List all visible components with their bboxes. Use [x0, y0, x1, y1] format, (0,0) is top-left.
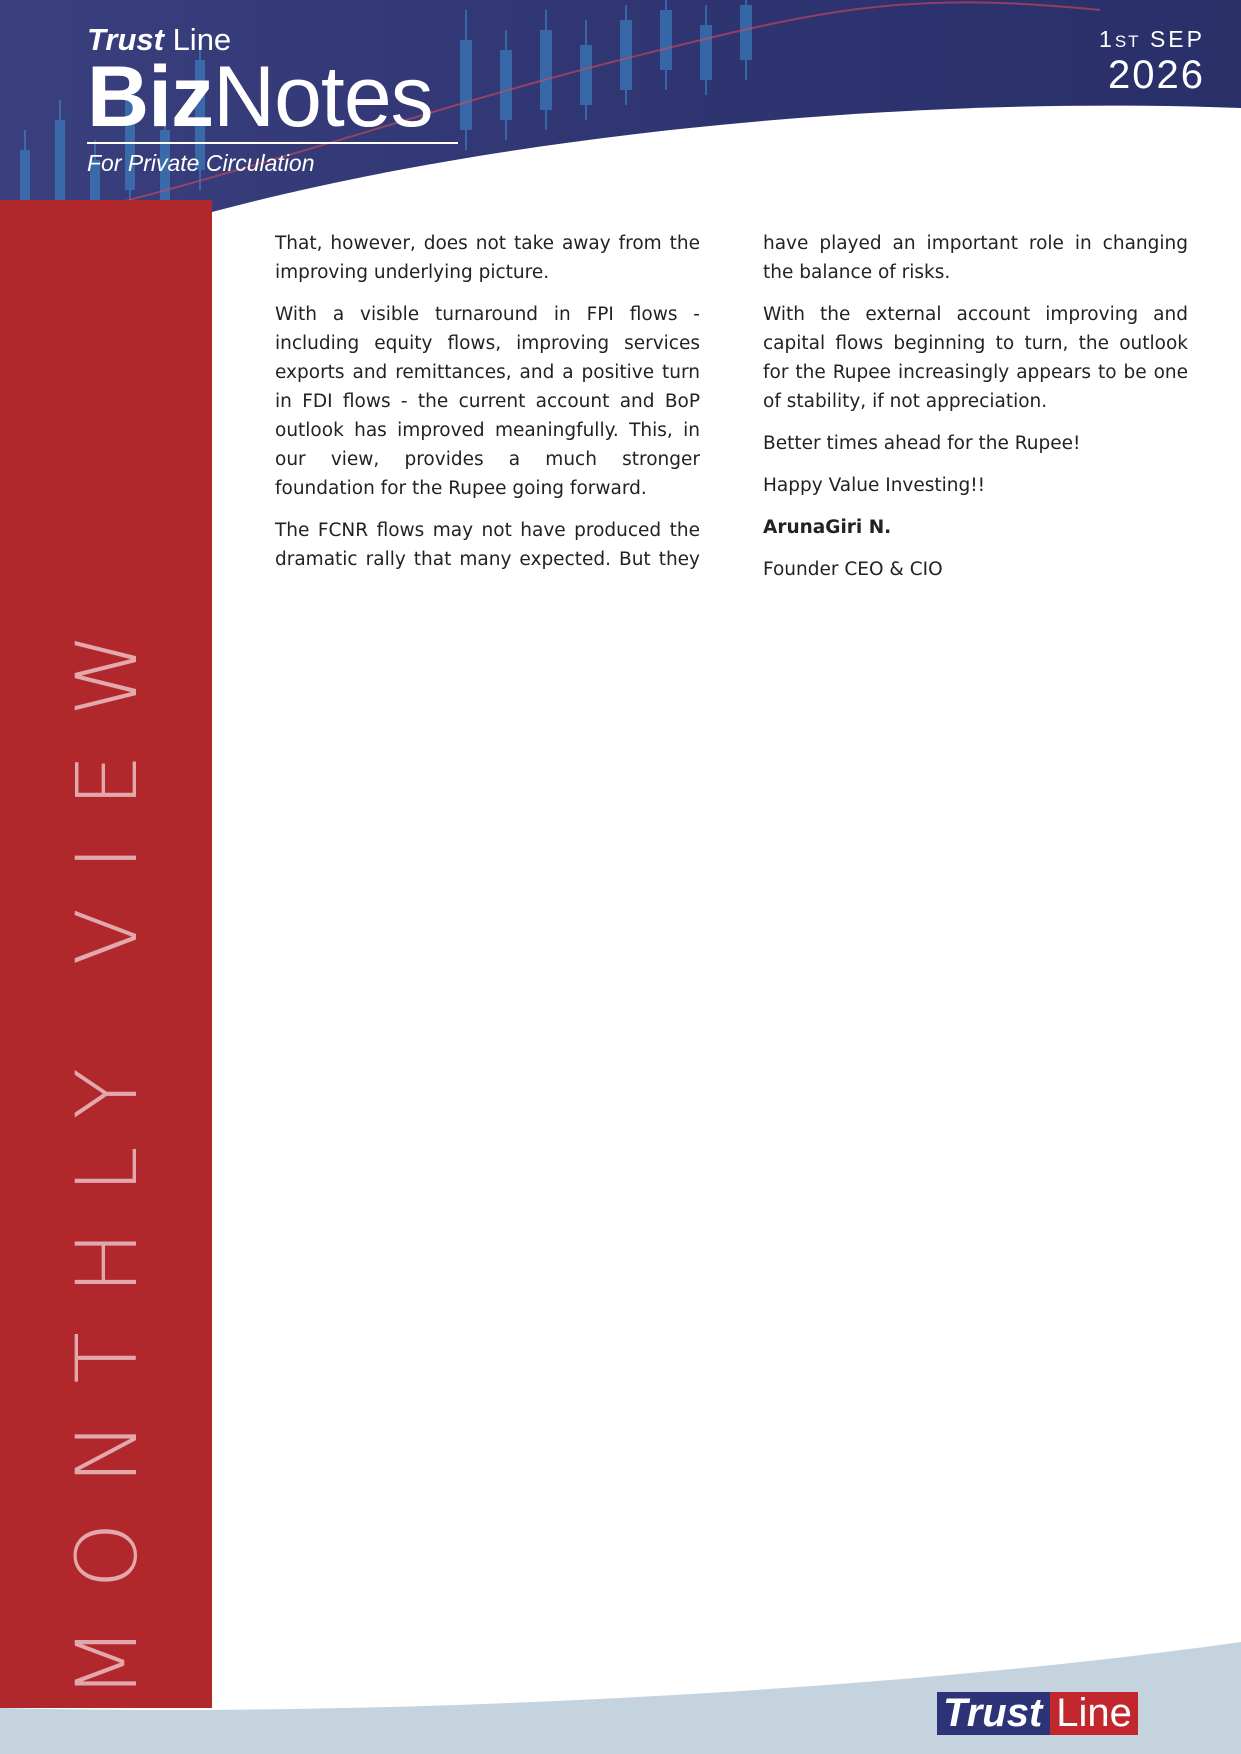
footer-logo	[937, 1692, 1138, 1735]
paragraph: With a visible turnaround in FPI flows - including equity flows, improving services exports and remittances, and a positive turn in FDI flows - the current account and BoP outlook has improved meaningfully. This, in our view, provides a much stronger foundation for the Rupee going forward.	[275, 304, 700, 499]
title-biz: Biz	[87, 49, 213, 145]
paragraph: Happy Value Investing!!	[763, 475, 986, 496]
issue-date	[1099, 26, 1205, 95]
right-column	[763, 229, 1188, 597]
circulation-note: For Private Circulation	[87, 150, 315, 176]
date-day: 1	[1099, 26, 1115, 52]
date-suffix: ST	[1114, 32, 1141, 51]
paragraph: That, however, does not take away from the improving underlying picture.	[275, 233, 700, 283]
date-year: 2026	[1108, 53, 1205, 97]
date-day-month	[1099, 26, 1205, 55]
paragraph: With the external account improving and capital flows beginning to turn, the outlook for the Rupee increasingly appears to be one of stability, if not appreciation.	[763, 304, 1188, 412]
signature-title: Founder CEO & CIO	[763, 559, 943, 580]
footer-logo-line: Line	[1050, 1692, 1138, 1735]
title-notes: Notes	[213, 49, 433, 145]
paragraph: Better times ahead for the Rupee!	[763, 433, 1081, 454]
masthead-title	[87, 49, 458, 145]
masthead	[87, 22, 458, 177]
brand-trust: Trust	[87, 22, 164, 57]
monthly-view-label: MONTHLY VIEW	[58, 595, 156, 1699]
paragraph: have played an important role in changing the balance of risks.	[763, 233, 1188, 283]
brand-line: Line	[163, 22, 232, 57]
footer-logo-trust: Trust	[937, 1692, 1050, 1735]
signature-name: ArunaGiri N.	[763, 517, 892, 538]
left-column	[275, 229, 700, 587]
paragraph: The FCNR flows may not have produced the dramatic rally that many expected. But they	[275, 520, 700, 570]
date-month: SEP	[1149, 26, 1205, 52]
